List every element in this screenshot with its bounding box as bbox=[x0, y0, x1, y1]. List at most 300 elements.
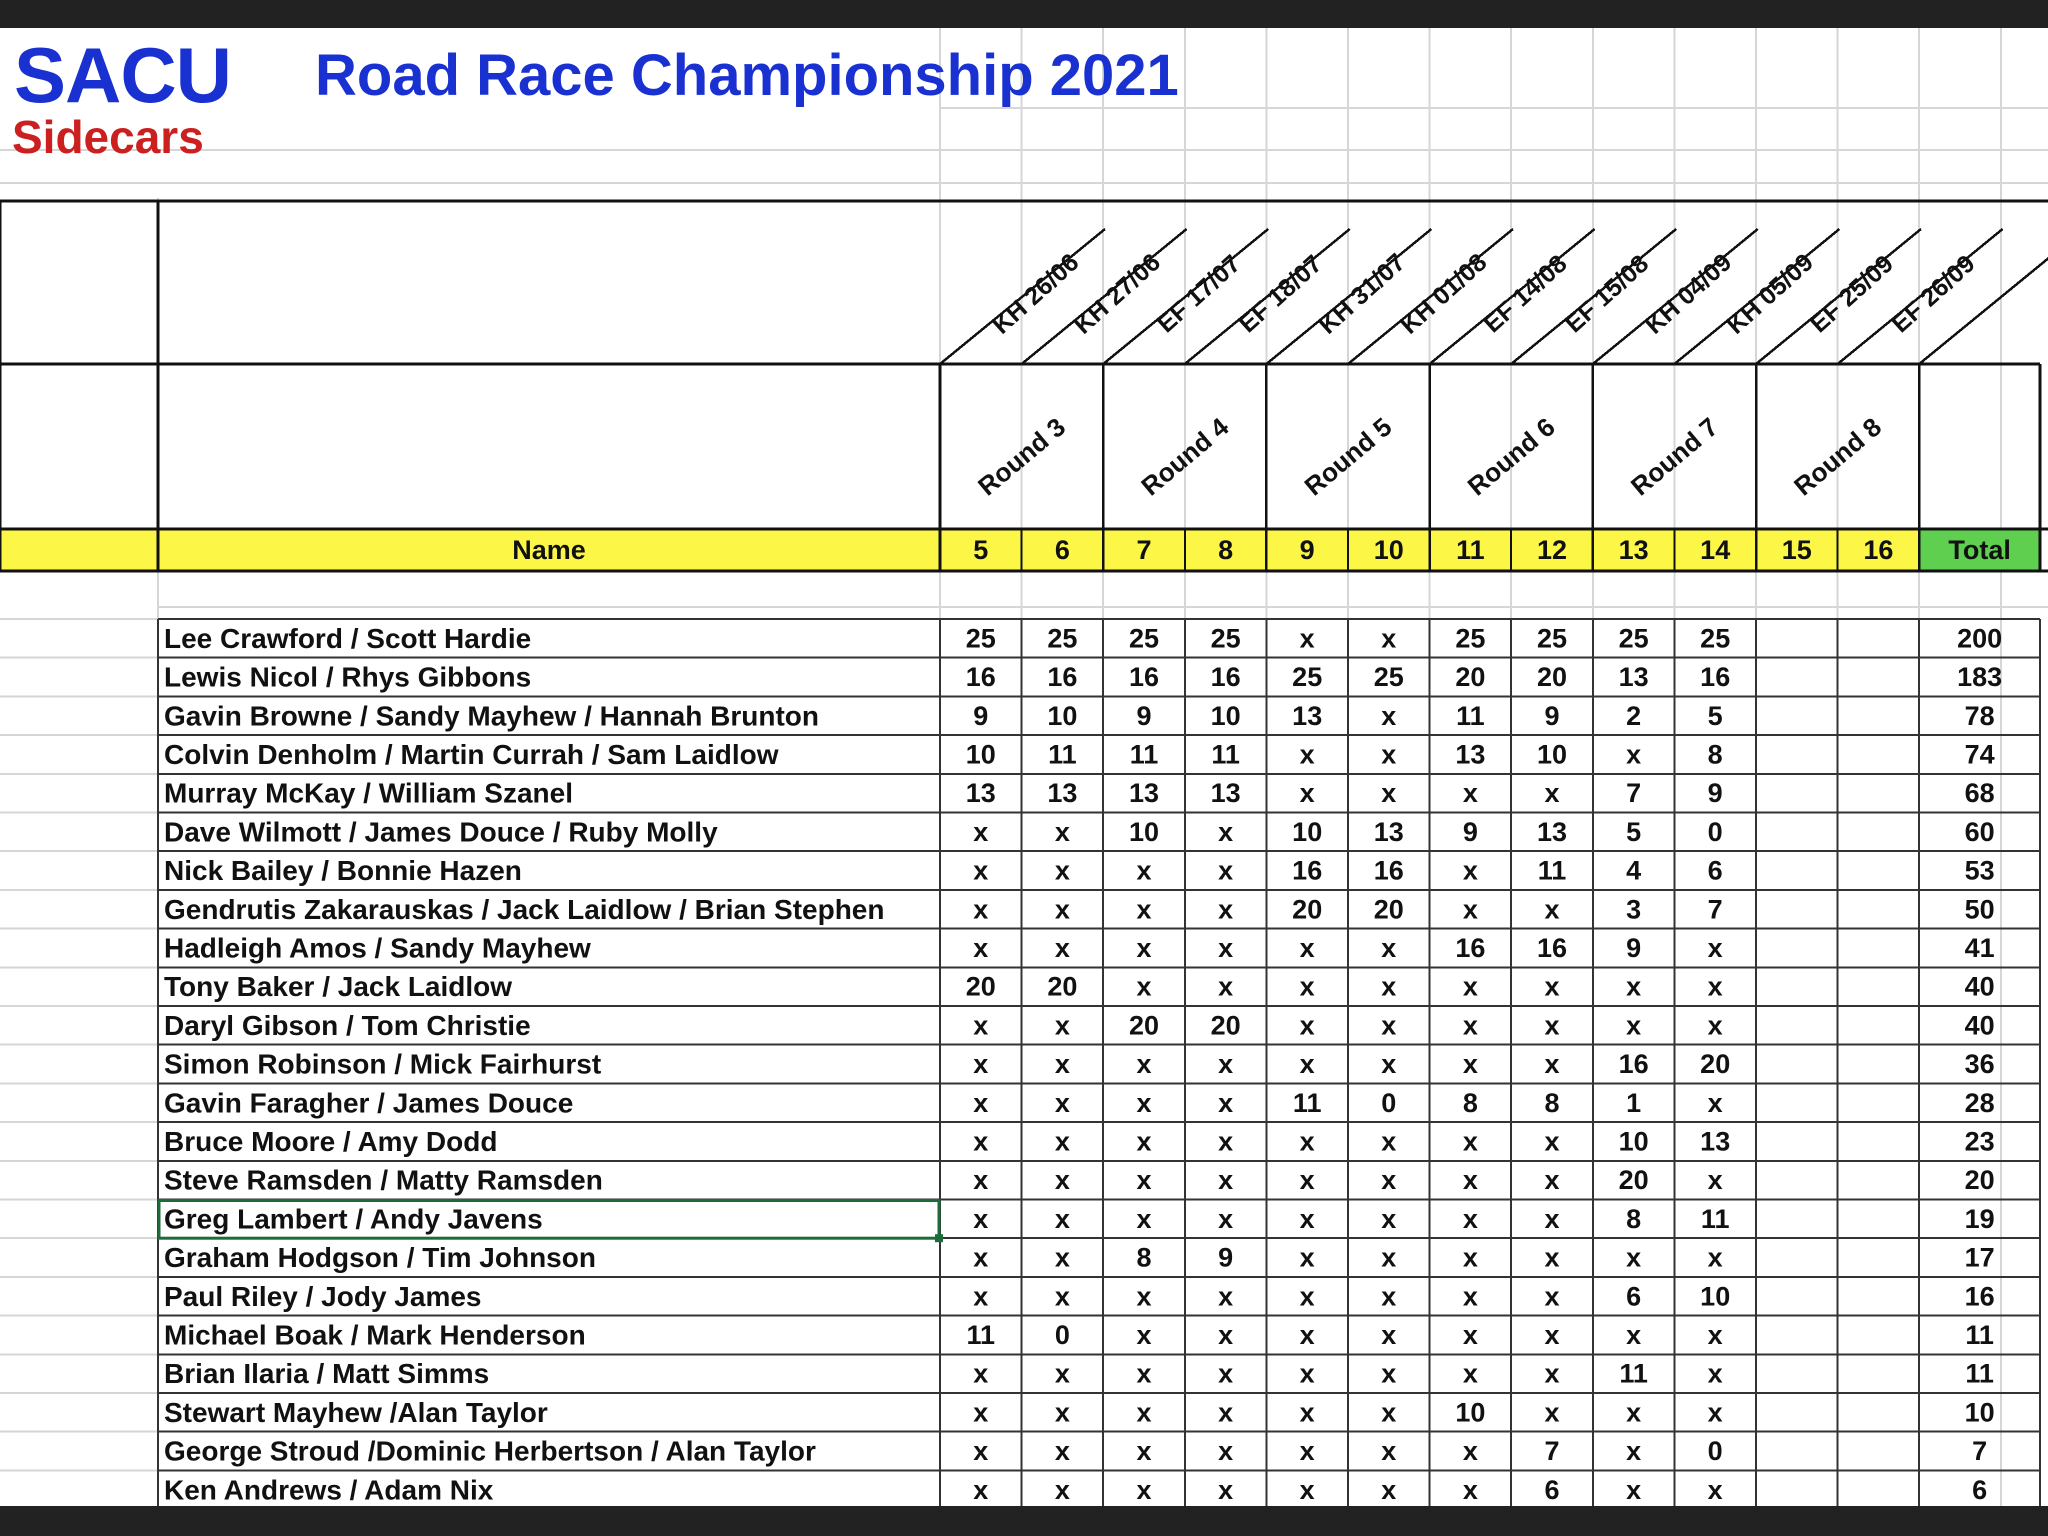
score-cell[interactable]: x bbox=[1381, 1281, 1397, 1312]
score-cell[interactable]: 10 bbox=[1700, 1281, 1731, 1312]
score-cell[interactable]: 16 bbox=[1536, 932, 1568, 963]
score-cell[interactable]: x bbox=[1381, 971, 1397, 1002]
score-cell[interactable]: x bbox=[1381, 1242, 1397, 1273]
score-cell[interactable]: x bbox=[1136, 1165, 1152, 1196]
score-cell[interactable]: x bbox=[973, 855, 989, 886]
table-row[interactable] bbox=[164, 1281, 1995, 1312]
table-row[interactable] bbox=[164, 1436, 1987, 1467]
table-row[interactable] bbox=[164, 1319, 1994, 1350]
score-cell[interactable]: x bbox=[1218, 971, 1234, 1002]
rider-name[interactable]: Lee Crawford / Scott Hardie bbox=[164, 622, 532, 654]
score-cell[interactable]: 20 bbox=[1292, 894, 1323, 925]
score-cell[interactable]: 11 bbox=[1537, 855, 1567, 886]
score-cell[interactable]: x bbox=[1054, 1203, 1070, 1234]
score-cell[interactable]: x bbox=[1544, 778, 1560, 809]
score-cell[interactable]: x bbox=[973, 1126, 989, 1157]
score-cell[interactable]: x bbox=[1136, 1087, 1152, 1118]
rider-name[interactable]: Brian Ilaria / Matt Simms bbox=[164, 1358, 490, 1390]
table-row[interactable] bbox=[164, 894, 1995, 925]
score-cell[interactable]: x bbox=[1218, 1281, 1234, 1312]
score-cell[interactable]: 10 bbox=[1618, 1126, 1649, 1157]
score-cell[interactable]: x bbox=[1381, 1126, 1397, 1157]
score-cell[interactable]: 20 bbox=[1210, 1010, 1241, 1041]
score-cell[interactable]: x bbox=[1707, 932, 1723, 963]
table-row[interactable] bbox=[164, 1165, 1995, 1196]
score-cell[interactable]: 10 bbox=[1128, 816, 1160, 847]
score-cell[interactable]: 0 bbox=[1381, 1087, 1397, 1118]
score-cell[interactable]: x bbox=[1381, 739, 1397, 770]
score-cell[interactable]: 20 bbox=[1128, 1010, 1160, 1041]
rider-name[interactable]: Ken Andrews / Adam Nix bbox=[164, 1474, 494, 1506]
total-cell[interactable]: 28 bbox=[1964, 1087, 1995, 1118]
score-cell[interactable]: x bbox=[1218, 932, 1234, 963]
total-cell[interactable]: 23 bbox=[1964, 1126, 1995, 1157]
rider-name[interactable]: Stewart Mayhew /Alan Taylor bbox=[164, 1396, 548, 1428]
score-cell[interactable]: 16 bbox=[965, 662, 996, 693]
score-cell[interactable]: x bbox=[1544, 1281, 1560, 1312]
score-cell[interactable]: x bbox=[973, 1397, 989, 1428]
score-cell[interactable]: x bbox=[1626, 1397, 1642, 1428]
score-cell[interactable]: 10 bbox=[965, 739, 996, 770]
table-row[interactable] bbox=[164, 1358, 1994, 1389]
table-row[interactable] bbox=[164, 778, 1995, 809]
score-cell[interactable]: 11 bbox=[1292, 1087, 1322, 1118]
score-cell[interactable]: x bbox=[1218, 855, 1234, 886]
score-cell[interactable]: x bbox=[1299, 1397, 1315, 1428]
score-cell[interactable]: x bbox=[1462, 1242, 1478, 1273]
score-cell[interactable]: 7 bbox=[1707, 894, 1723, 925]
score-cell[interactable]: 25 bbox=[1210, 623, 1241, 654]
score-cell[interactable]: x bbox=[1462, 1126, 1478, 1157]
score-cell[interactable]: 4 bbox=[1626, 855, 1642, 886]
rider-name[interactable]: Graham Hodgson / Tim Johnson bbox=[164, 1242, 596, 1274]
total-cell[interactable]: 19 bbox=[1964, 1203, 1995, 1234]
score-cell[interactable]: 9 bbox=[1626, 932, 1642, 963]
score-cell[interactable]: x bbox=[1544, 1319, 1560, 1350]
total-cell[interactable]: 17 bbox=[1964, 1242, 1995, 1273]
score-cell[interactable]: 6 bbox=[1707, 855, 1723, 886]
score-cell[interactable]: x bbox=[1626, 1010, 1642, 1041]
score-cell[interactable]: x bbox=[1381, 932, 1397, 963]
total-cell[interactable]: 10 bbox=[1964, 1397, 1995, 1428]
total-cell[interactable]: 20 bbox=[1964, 1165, 1995, 1196]
score-cell[interactable]: x bbox=[1299, 932, 1315, 963]
score-cell[interactable]: x bbox=[1054, 1281, 1070, 1312]
score-cell[interactable]: x bbox=[1462, 1281, 1478, 1312]
score-cell[interactable]: x bbox=[1544, 1126, 1560, 1157]
score-cell[interactable]: x bbox=[1054, 816, 1070, 847]
table-row[interactable] bbox=[164, 932, 1995, 963]
total-cell[interactable]: 68 bbox=[1964, 778, 1995, 809]
score-cell[interactable]: 20 bbox=[1700, 1049, 1731, 1080]
table-row[interactable] bbox=[164, 1397, 1995, 1428]
score-cell[interactable]: x bbox=[973, 1165, 989, 1196]
score-cell[interactable]: 7 bbox=[1544, 1436, 1560, 1467]
score-cell[interactable]: 11 bbox=[1048, 739, 1077, 770]
score-cell[interactable]: 0 bbox=[1054, 1319, 1070, 1350]
spreadsheet-grid[interactable] bbox=[0, 28, 2048, 1506]
score-cell[interactable]: 11 bbox=[1456, 700, 1485, 731]
score-cell[interactable]: x bbox=[1218, 1049, 1234, 1080]
score-cell[interactable]: x bbox=[1136, 971, 1152, 1002]
score-cell[interactable]: x bbox=[1544, 1165, 1560, 1196]
score-cell[interactable]: 16 bbox=[1210, 662, 1241, 693]
score-cell[interactable]: 16 bbox=[1292, 855, 1323, 886]
score-cell[interactable]: 16 bbox=[1047, 662, 1078, 693]
score-cell[interactable]: x bbox=[1136, 1358, 1152, 1389]
table-row[interactable] bbox=[164, 1474, 1987, 1505]
score-cell[interactable]: 16 bbox=[1618, 1049, 1649, 1080]
rider-name[interactable]: Daryl Gibson / Tom Christie bbox=[164, 1009, 531, 1041]
score-cell[interactable]: x bbox=[973, 1358, 989, 1389]
rider-name[interactable]: George Stroud /Dominic Herbertson / Alan Taylor bbox=[164, 1435, 816, 1467]
score-cell[interactable]: 8 bbox=[1544, 1087, 1560, 1118]
score-cell[interactable]: 8 bbox=[1707, 739, 1723, 770]
score-cell[interactable]: x bbox=[1381, 778, 1397, 809]
score-cell[interactable]: 9 bbox=[1136, 700, 1152, 731]
score-cell[interactable]: 13 bbox=[1210, 778, 1241, 809]
score-cell[interactable]: x bbox=[1462, 1010, 1478, 1041]
table-row[interactable] bbox=[164, 1126, 1995, 1157]
table-row[interactable] bbox=[164, 662, 2002, 693]
total-cell[interactable]: 200 bbox=[1957, 623, 2003, 654]
score-cell[interactable]: 16 bbox=[1455, 932, 1486, 963]
score-cell[interactable]: 13 bbox=[1700, 1126, 1731, 1157]
score-cell[interactable]: x bbox=[1707, 1319, 1723, 1350]
score-cell[interactable]: 9 bbox=[1462, 816, 1478, 847]
score-cell[interactable]: x bbox=[1544, 894, 1560, 925]
score-cell[interactable]: x bbox=[1544, 1049, 1560, 1080]
total-cell[interactable]: 6 bbox=[1972, 1474, 1988, 1505]
table-row[interactable] bbox=[164, 739, 1995, 770]
score-cell[interactable]: 20 bbox=[1618, 1165, 1649, 1196]
score-cell[interactable]: x bbox=[1381, 1203, 1397, 1234]
score-cell[interactable]: 11 bbox=[1700, 1203, 1730, 1234]
score-cell[interactable]: 2 bbox=[1626, 700, 1642, 731]
score-cell[interactable]: x bbox=[1626, 1436, 1642, 1467]
score-cell[interactable]: x bbox=[973, 1474, 989, 1505]
score-cell[interactable]: x bbox=[1626, 971, 1642, 1002]
score-cell[interactable]: 6 bbox=[1544, 1474, 1560, 1505]
rider-name[interactable]: Tony Baker / Jack Laidlow bbox=[164, 971, 513, 1003]
score-cell[interactable]: 0 bbox=[1707, 816, 1723, 847]
score-cell[interactable]: 9 bbox=[1707, 778, 1723, 809]
score-cell[interactable]: x bbox=[973, 816, 989, 847]
score-cell[interactable]: 0 bbox=[1707, 1436, 1723, 1467]
score-cell[interactable]: x bbox=[1544, 1242, 1560, 1273]
score-cell[interactable]: 25 bbox=[1618, 623, 1649, 654]
score-cell[interactable]: 13 bbox=[1047, 778, 1078, 809]
score-cell[interactable]: 10 bbox=[1047, 700, 1078, 731]
score-cell[interactable]: x bbox=[1544, 971, 1560, 1002]
score-cell[interactable]: x bbox=[1462, 855, 1478, 886]
rider-name[interactable]: Michael Boak / Mark Henderson bbox=[164, 1319, 586, 1351]
championship-title[interactable]: Road Race Championship 2021 bbox=[315, 43, 1179, 108]
score-cell[interactable]: 25 bbox=[1128, 623, 1160, 654]
score-cell[interactable]: x bbox=[1626, 1319, 1642, 1350]
rider-name[interactable]: Bruce Moore / Amy Dodd bbox=[164, 1125, 498, 1157]
score-cell[interactable]: x bbox=[1299, 778, 1315, 809]
score-cell[interactable]: x bbox=[1218, 1397, 1234, 1428]
score-cell[interactable]: 9 bbox=[1218, 1242, 1234, 1273]
score-cell[interactable]: 20 bbox=[1373, 894, 1404, 925]
score-cell[interactable]: 13 bbox=[965, 778, 996, 809]
table-row[interactable] bbox=[164, 623, 2002, 654]
score-cell[interactable]: x bbox=[1381, 1397, 1397, 1428]
score-cell[interactable]: x bbox=[1462, 1165, 1478, 1196]
score-cell[interactable]: x bbox=[1054, 1358, 1070, 1389]
total-cell[interactable]: 78 bbox=[1964, 700, 1995, 731]
score-cell[interactable]: x bbox=[1381, 1049, 1397, 1080]
score-cell[interactable]: 6 bbox=[1626, 1281, 1642, 1312]
total-cell[interactable]: 60 bbox=[1964, 816, 1995, 847]
score-cell[interactable]: 25 bbox=[1292, 662, 1323, 693]
score-cell[interactable]: x bbox=[1136, 1281, 1152, 1312]
score-cell[interactable]: x bbox=[1136, 1203, 1152, 1234]
score-cell[interactable]: x bbox=[1381, 1358, 1397, 1389]
score-cell[interactable]: x bbox=[1462, 1049, 1478, 1080]
org-title[interactable]: SACU bbox=[14, 31, 232, 119]
score-cell[interactable]: x bbox=[1462, 1436, 1478, 1467]
score-cell[interactable]: x bbox=[1218, 1165, 1234, 1196]
class-title[interactable]: Sidecars bbox=[12, 111, 204, 163]
score-cell[interactable]: 16 bbox=[1373, 855, 1404, 886]
score-cell[interactable]: x bbox=[1462, 971, 1478, 1002]
score-cell[interactable]: x bbox=[1299, 1203, 1315, 1234]
total-cell[interactable]: 16 bbox=[1964, 1281, 1995, 1312]
score-cell[interactable]: x bbox=[1136, 932, 1152, 963]
score-cell[interactable]: x bbox=[1381, 1436, 1397, 1467]
total-cell[interactable]: 40 bbox=[1964, 1010, 1995, 1041]
table-row[interactable] bbox=[164, 1087, 1995, 1118]
score-cell[interactable]: x bbox=[1218, 1319, 1234, 1350]
score-cell[interactable]: x bbox=[1136, 1319, 1152, 1350]
table-row[interactable] bbox=[164, 971, 1995, 1002]
total-cell[interactable]: 41 bbox=[1964, 932, 1995, 963]
score-cell[interactable]: x bbox=[1054, 1165, 1070, 1196]
score-cell[interactable]: x bbox=[973, 1010, 989, 1041]
score-cell[interactable]: 3 bbox=[1626, 894, 1642, 925]
table-row[interactable] bbox=[164, 700, 1995, 731]
table-row[interactable] bbox=[164, 1049, 1995, 1080]
score-cell[interactable]: x bbox=[1299, 623, 1315, 654]
score-cell[interactable]: x bbox=[1136, 1474, 1152, 1505]
total-cell[interactable]: 50 bbox=[1964, 894, 1995, 925]
rider-name[interactable]: Lewis Nicol / Rhys Gibbons bbox=[164, 661, 532, 693]
score-cell[interactable]: x bbox=[1054, 855, 1070, 886]
rider-name[interactable]: Simon Robinson / Mick Fairhurst bbox=[164, 1048, 602, 1080]
score-cell[interactable]: x bbox=[1381, 1319, 1397, 1350]
score-cell[interactable]: 13 bbox=[1292, 700, 1323, 731]
score-cell[interactable]: 10 bbox=[1455, 1397, 1486, 1428]
score-cell[interactable]: 5 bbox=[1707, 700, 1723, 731]
score-cell[interactable]: 20 bbox=[965, 971, 996, 1002]
score-cell[interactable]: 13 bbox=[1618, 662, 1649, 693]
score-cell[interactable]: 13 bbox=[1455, 739, 1486, 770]
total-cell[interactable]: 74 bbox=[1964, 739, 1995, 770]
score-cell[interactable]: x bbox=[1299, 1358, 1315, 1389]
score-cell[interactable]: x bbox=[1707, 971, 1723, 1002]
score-cell[interactable]: x bbox=[1136, 1397, 1152, 1428]
score-cell[interactable]: 25 bbox=[965, 623, 996, 654]
score-cell[interactable]: x bbox=[1299, 1126, 1315, 1157]
rider-name[interactable]: Dave Wilmott / James Douce / Ruby Molly bbox=[164, 816, 718, 848]
total-cell[interactable]: 7 bbox=[1972, 1436, 1988, 1467]
score-cell[interactable]: x bbox=[1462, 1358, 1478, 1389]
score-cell[interactable]: 9 bbox=[1544, 700, 1560, 731]
score-cell[interactable]: 13 bbox=[1128, 778, 1160, 809]
score-cell[interactable]: 20 bbox=[1047, 971, 1078, 1002]
score-cell[interactable]: x bbox=[1054, 1010, 1070, 1041]
score-cell[interactable]: 5 bbox=[1626, 816, 1642, 847]
score-cell[interactable]: x bbox=[1299, 1165, 1315, 1196]
score-cell[interactable]: x bbox=[1054, 894, 1070, 925]
rider-name[interactable]: Greg Lambert / Andy Javens bbox=[164, 1203, 543, 1235]
score-cell[interactable]: x bbox=[1054, 1126, 1070, 1157]
score-cell[interactable]: x bbox=[1299, 1242, 1315, 1273]
score-cell[interactable]: x bbox=[1136, 1436, 1152, 1467]
score-cell[interactable]: x bbox=[1707, 1397, 1723, 1428]
table-row[interactable] bbox=[164, 1203, 1995, 1234]
score-cell[interactable]: 16 bbox=[1128, 662, 1160, 693]
score-cell[interactable]: x bbox=[1626, 1474, 1642, 1505]
score-cell[interactable]: 8 bbox=[1136, 1242, 1152, 1273]
score-cell[interactable]: x bbox=[1381, 623, 1397, 654]
rider-name[interactable]: Paul Riley / Jody James bbox=[164, 1280, 482, 1312]
score-cell[interactable]: 8 bbox=[1626, 1203, 1642, 1234]
score-cell[interactable]: 10 bbox=[1536, 739, 1568, 770]
score-cell[interactable]: x bbox=[1054, 1436, 1070, 1467]
score-cell[interactable]: x bbox=[1054, 1242, 1070, 1273]
score-cell[interactable]: x bbox=[1054, 1087, 1070, 1118]
score-cell[interactable]: x bbox=[1218, 1087, 1234, 1118]
score-cell[interactable]: 9 bbox=[973, 700, 989, 731]
rider-name[interactable]: Nick Bailey / Bonnie Hazen bbox=[164, 855, 522, 887]
score-cell[interactable]: x bbox=[1707, 1242, 1723, 1273]
score-cell[interactable]: x bbox=[1054, 932, 1070, 963]
score-cell[interactable]: x bbox=[1707, 1358, 1723, 1389]
score-cell[interactable]: x bbox=[1626, 739, 1642, 770]
score-cell[interactable]: x bbox=[973, 1087, 989, 1118]
score-cell[interactable]: x bbox=[1544, 1397, 1560, 1428]
score-cell[interactable]: x bbox=[973, 1049, 989, 1080]
score-cell[interactable]: x bbox=[1299, 1436, 1315, 1467]
score-cell[interactable]: x bbox=[1544, 1358, 1560, 1389]
score-cell[interactable]: x bbox=[1218, 1126, 1234, 1157]
score-cell[interactable]: x bbox=[1218, 894, 1234, 925]
score-cell[interactable]: 16 bbox=[1700, 662, 1731, 693]
score-cell[interactable]: x bbox=[1544, 1203, 1560, 1234]
score-cell[interactable]: 25 bbox=[1455, 623, 1486, 654]
score-cell[interactable]: x bbox=[973, 1436, 989, 1467]
score-cell[interactable]: x bbox=[1299, 739, 1315, 770]
rider-name[interactable]: Hadleigh Amos / Sandy Mayhew bbox=[164, 932, 591, 964]
score-cell[interactable]: 25 bbox=[1047, 623, 1078, 654]
score-cell[interactable]: x bbox=[1299, 1049, 1315, 1080]
total-cell[interactable]: 11 bbox=[1965, 1319, 1994, 1350]
score-cell[interactable]: x bbox=[1299, 971, 1315, 1002]
score-cell[interactable]: x bbox=[1299, 1281, 1315, 1312]
spreadsheet-sheet[interactable] bbox=[0, 28, 2048, 1506]
table-row[interactable] bbox=[164, 816, 1995, 847]
rider-name[interactable]: Steve Ramsden / Matty Ramsden bbox=[164, 1164, 603, 1196]
score-cell[interactable]: 11 bbox=[1211, 739, 1240, 770]
total-cell[interactable]: 183 bbox=[1957, 662, 2003, 693]
score-cell[interactable]: x bbox=[1136, 894, 1152, 925]
score-cell[interactable]: x bbox=[1136, 1049, 1152, 1080]
score-cell[interactable]: 25 bbox=[1536, 623, 1568, 654]
score-cell[interactable]: x bbox=[973, 1203, 989, 1234]
score-cell[interactable]: x bbox=[1136, 1126, 1152, 1157]
score-cell[interactable]: x bbox=[1299, 1474, 1315, 1505]
score-cell[interactable]: 20 bbox=[1536, 662, 1568, 693]
score-cell[interactable]: 7 bbox=[1626, 778, 1642, 809]
rider-name[interactable]: Gavin Faragher / James Douce bbox=[164, 1087, 574, 1119]
score-cell[interactable]: x bbox=[1626, 1242, 1642, 1273]
score-cell[interactable]: x bbox=[1381, 1165, 1397, 1196]
score-cell[interactable]: x bbox=[1054, 1049, 1070, 1080]
score-cell[interactable]: x bbox=[1381, 1474, 1397, 1505]
score-cell[interactable]: x bbox=[1218, 1436, 1234, 1467]
rider-name[interactable]: Murray McKay / William Szanel bbox=[164, 777, 573, 809]
score-cell[interactable]: x bbox=[1218, 1358, 1234, 1389]
score-cell[interactable]: x bbox=[1462, 1319, 1478, 1350]
score-cell[interactable]: x bbox=[1707, 1087, 1723, 1118]
score-cell[interactable]: 10 bbox=[1292, 816, 1323, 847]
score-cell[interactable]: x bbox=[1218, 1474, 1234, 1505]
score-cell[interactable]: x bbox=[1218, 816, 1234, 847]
table-row[interactable] bbox=[164, 855, 1995, 886]
score-cell[interactable]: x bbox=[973, 1242, 989, 1273]
fill-handle[interactable] bbox=[935, 1234, 943, 1242]
score-cell[interactable]: x bbox=[1299, 1010, 1315, 1041]
score-cell[interactable]: 11 bbox=[1129, 739, 1159, 770]
score-cell[interactable]: x bbox=[1462, 1203, 1478, 1234]
score-cell[interactable]: 25 bbox=[1700, 623, 1731, 654]
score-cell[interactable]: x bbox=[1054, 1397, 1070, 1428]
rider-name[interactable]: Gendrutis Zakarauskas / Jack Laidlow / Brian Stephen bbox=[164, 893, 885, 925]
total-cell[interactable]: 11 bbox=[1965, 1358, 1994, 1389]
score-cell[interactable]: 13 bbox=[1536, 816, 1568, 847]
score-cell[interactable]: 20 bbox=[1455, 662, 1486, 693]
score-cell[interactable]: x bbox=[1707, 1165, 1723, 1196]
score-cell[interactable]: x bbox=[1544, 1010, 1560, 1041]
total-cell[interactable]: 36 bbox=[1964, 1049, 1995, 1080]
score-cell[interactable]: x bbox=[1462, 894, 1478, 925]
score-cell[interactable]: x bbox=[973, 1281, 989, 1312]
score-cell[interactable]: x bbox=[1707, 1010, 1723, 1041]
score-cell[interactable]: x bbox=[1136, 855, 1152, 886]
score-cell[interactable]: 10 bbox=[1210, 700, 1241, 731]
score-cell[interactable]: x bbox=[1218, 1203, 1234, 1234]
score-cell[interactable]: 11 bbox=[1619, 1358, 1648, 1389]
score-cell[interactable]: x bbox=[1462, 778, 1478, 809]
total-cell[interactable]: 53 bbox=[1964, 855, 1995, 886]
score-cell[interactable]: 13 bbox=[1373, 816, 1404, 847]
score-cell[interactable]: x bbox=[973, 894, 989, 925]
score-cell[interactable]: x bbox=[1054, 1474, 1070, 1505]
score-cell[interactable]: x bbox=[1707, 1474, 1723, 1505]
score-cell[interactable]: 11 bbox=[966, 1319, 996, 1350]
total-cell[interactable]: 40 bbox=[1964, 971, 1995, 1002]
rider-name[interactable]: Colvin Denholm / Martin Currah / Sam Laidlow bbox=[164, 738, 779, 770]
score-cell[interactable]: x bbox=[1381, 1010, 1397, 1041]
score-cell[interactable]: 8 bbox=[1462, 1087, 1478, 1118]
score-cell[interactable]: x bbox=[1462, 1474, 1478, 1505]
table-row[interactable] bbox=[164, 1242, 1995, 1273]
table-row[interactable] bbox=[164, 1010, 1995, 1041]
score-cell[interactable]: 1 bbox=[1626, 1087, 1642, 1118]
